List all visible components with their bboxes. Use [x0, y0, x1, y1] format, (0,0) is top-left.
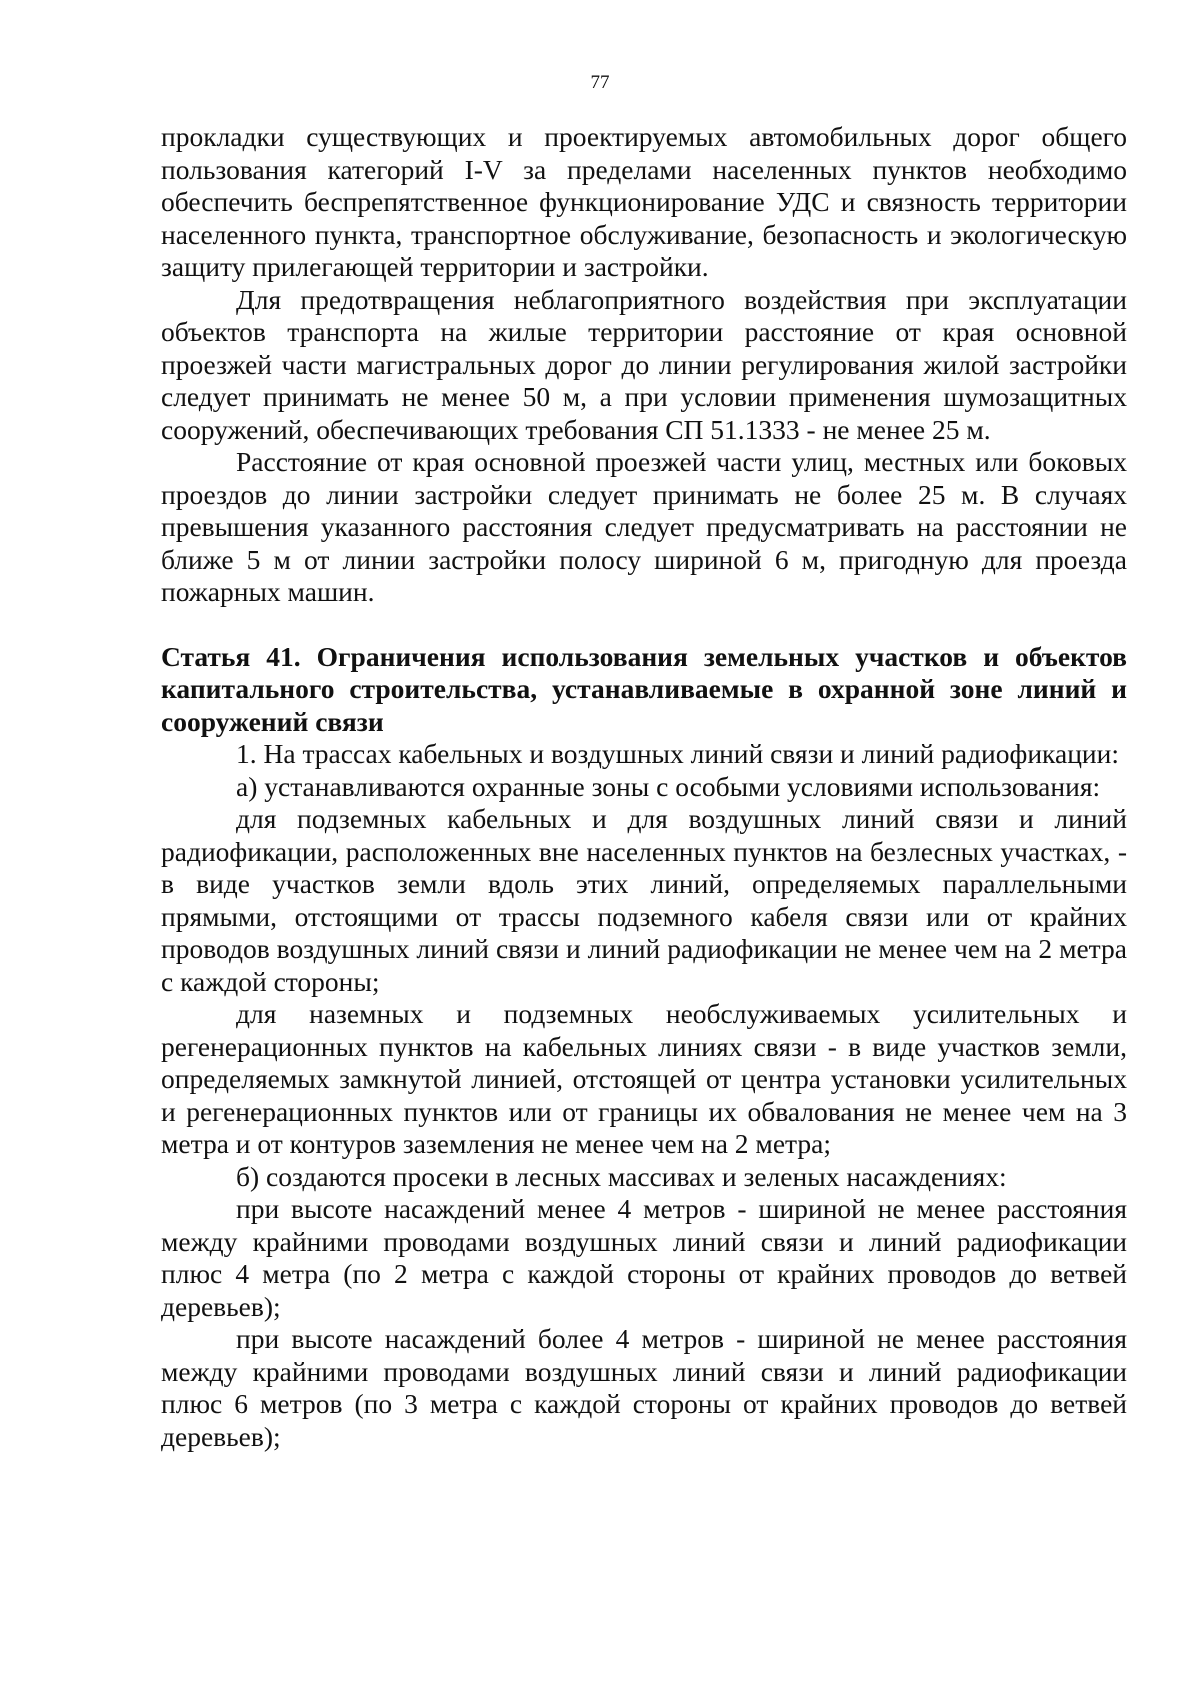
paragraph-building-line-distance: Расстояние от края основной проезжей части улиц, местных или боковых проездов до линии застройки следует принимать не более 25 м. В случаях превышения указанного расстояния следует предусматривать на расстоянии не ближе 5 м от линии застройки полосу шириной 6 м, пригодную для проезда пожарных машин.: [161, 446, 1127, 607]
paragraph-road-layout: прокладки существующих и проектируемых автомобильных дорог общего пользования категорий I-V за пределами населенных пунктов необходимо обеспечить беспрепятственное функционирование УДС и связность территории населенного пункта, транспортное обслуживание, безопасность и экологическую защиту прилегающей территории и застройки.: [161, 121, 1127, 282]
article-item: б) создаются просеки в лесных массивах и зеленых насаждениях:: [236, 1160, 1007, 1192]
paragraph-noise-distance: Для предотвращения неблагоприятного воздействия при эксплуатации объектов транспорта на жилые территории расстояние от края основной проезжей части магистральных дорог до линии регулирования жилой застройки следует принимать не менее 50 м, а при условии применения шумозащитных сооружений, обеспечивающих требования СП 51.1333 - не менее 25 м.: [161, 283, 1127, 445]
article-item: для подземных кабельных и для воздушных линий связи и линий радиофикации, расположенных вне населенных пунктов на безлесных участках, - в виде участков земли вдоль этих линий, определяемых параллельными прямыми, отстоящими от трассы подземного кабеля связи или от крайних проводов воздушных линий связи и линий радиофикации не менее чем на 2 метра с каждой стороны;: [161, 803, 1127, 997]
article-heading: Статья 41. Ограничения использования земельных участков и объектов капитального строительства, устанавливаемые в охранной зоне линий и сооружений связи: [161, 640, 1127, 737]
article-item: для наземных и подземных необслуживаемых усилительных и регенерационных пунктов на кабельных линиях связи - в виде участков земли, определяемых замкнутой линией, отстоящей от центра установки усилительных и регенерационных пунктов или от границы их обвалования не менее чем на 3 метра и от контуров заземления не менее чем на 2 метра;: [161, 998, 1127, 1159]
article-item: а) устанавливаются охранные зоны с особыми условиями использования:: [236, 770, 1101, 802]
article-item: при высоте насаждений менее 4 метров - шириной не менее расстояния между крайними проводами воздушных линий связи и линий радиофикации плюс 4 метра (по 2 метра с каждой стороны от крайних проводов до ветвей деревьев);: [161, 1193, 1127, 1322]
article-item: при высоте насаждений более 4 метров - шириной не менее расстояния между крайними проводами воздушных линий связи и линий радиофикации плюс 6 метров (по 3 метра с каждой стороны от крайних проводов до ветвей деревьев);: [161, 1323, 1127, 1452]
page-number: 77: [590, 72, 610, 93]
article-item: 1. На трассах кабельных и воздушных линий связи и линий радиофикации:: [236, 738, 1119, 769]
document-body: [161, 121, 1127, 1453]
